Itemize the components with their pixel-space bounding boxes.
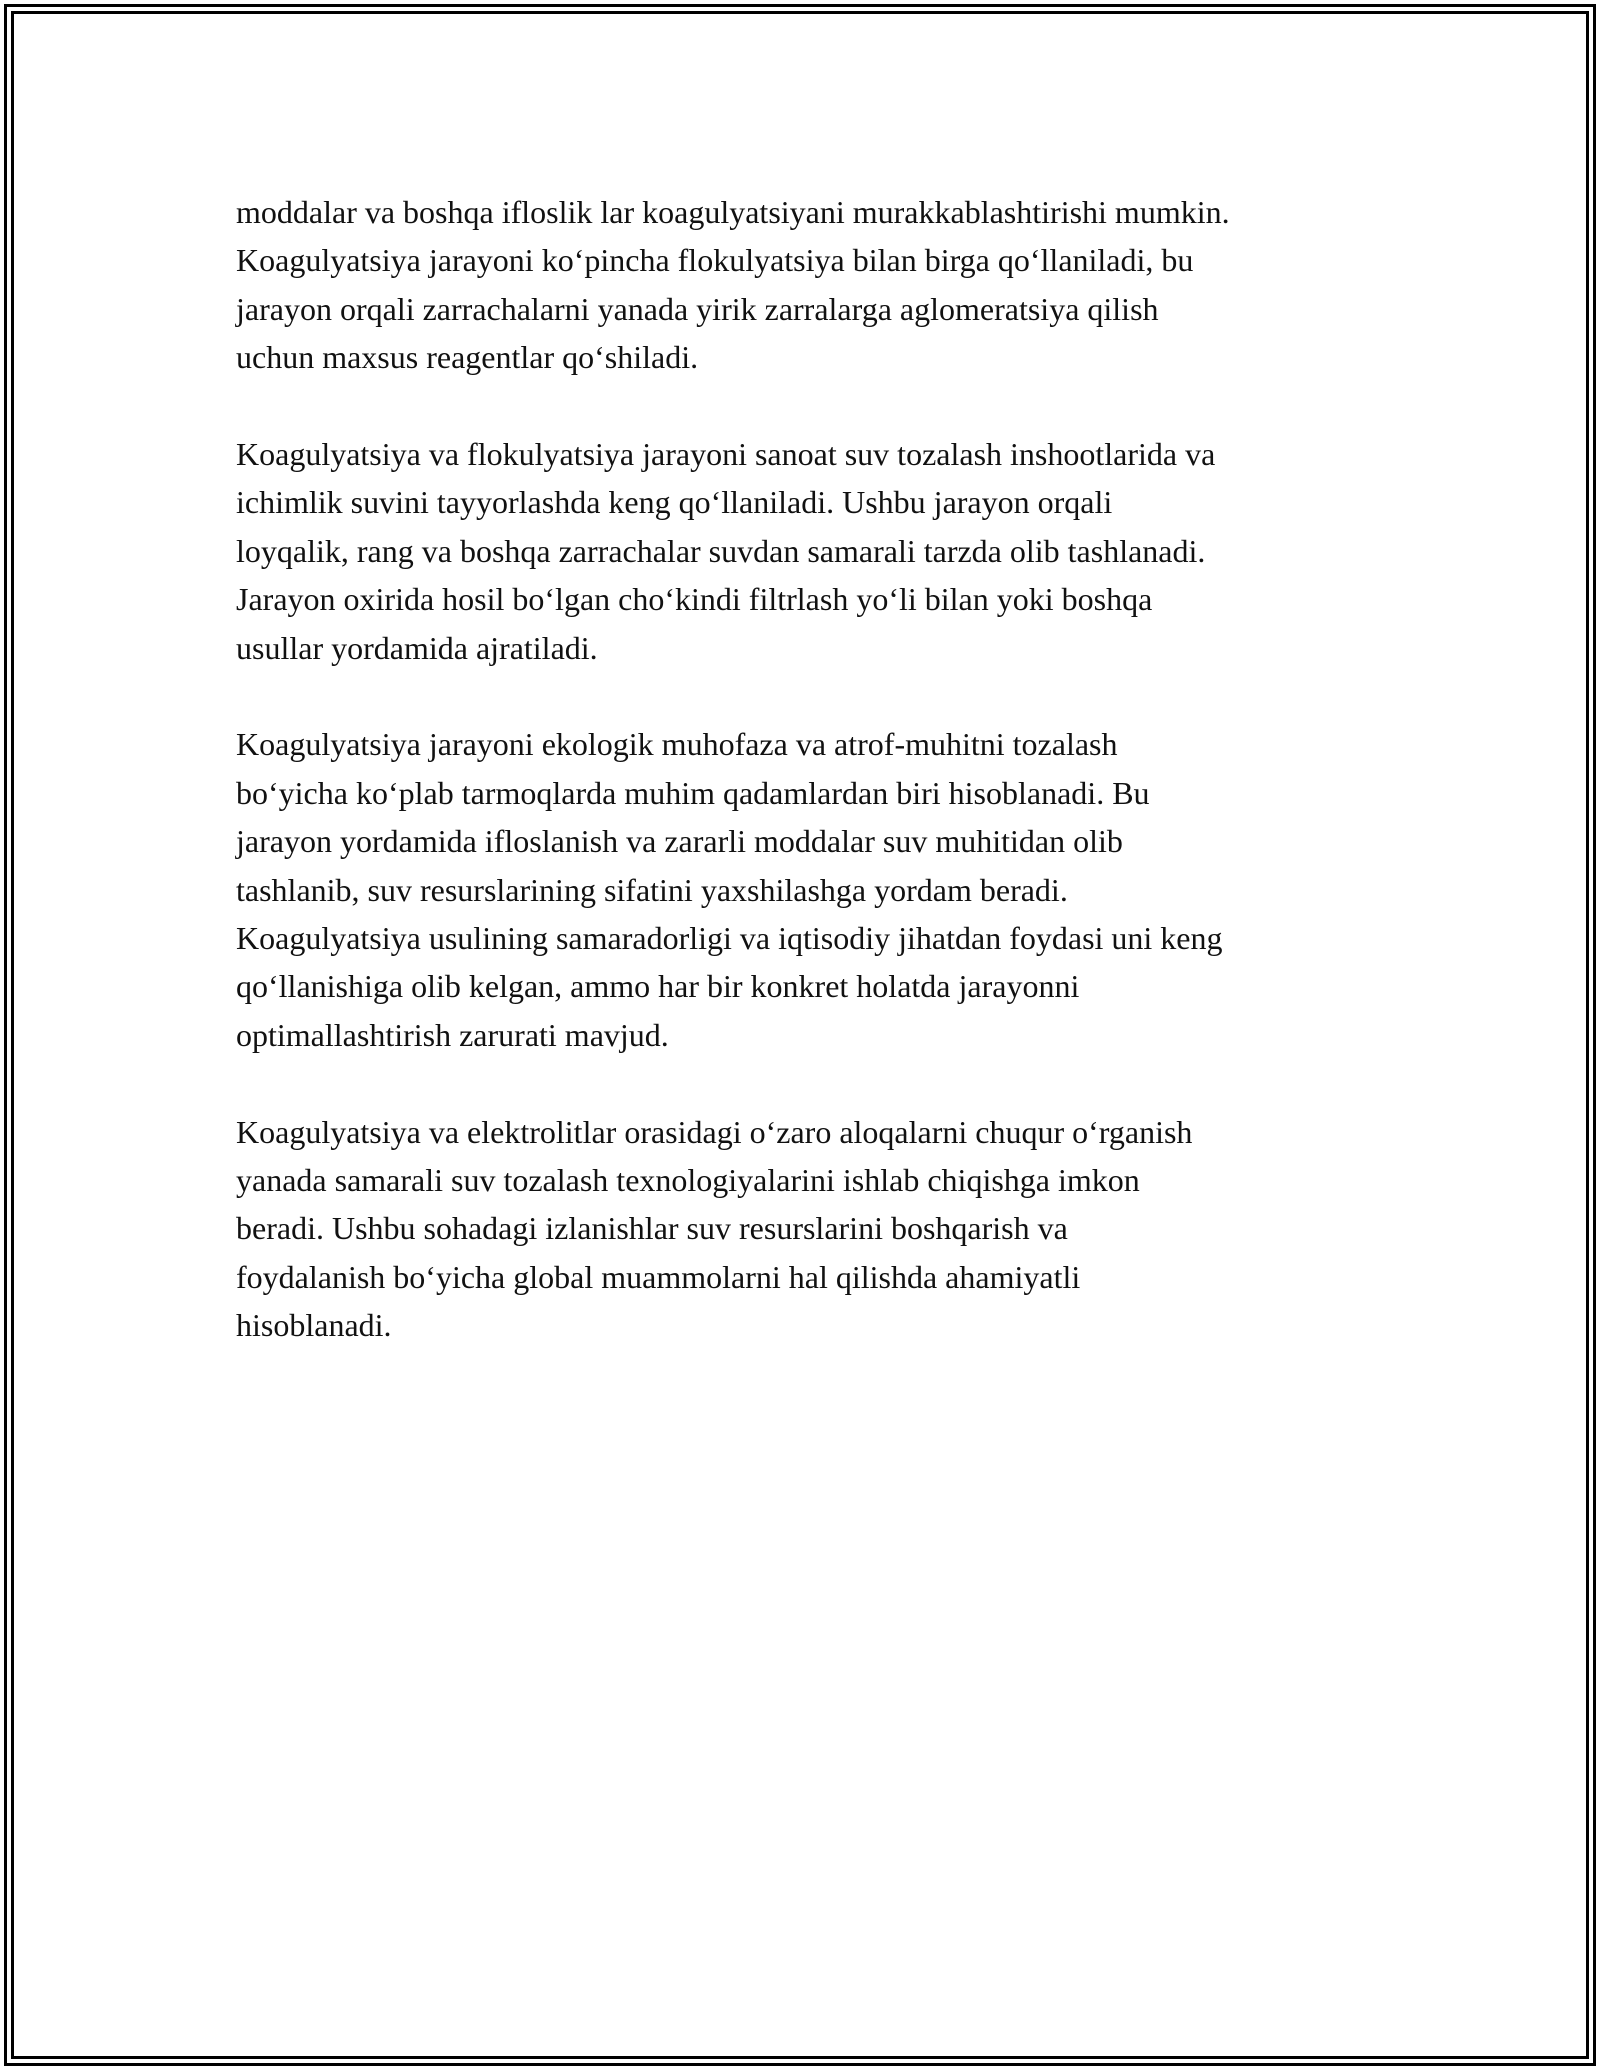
text-line: optimallashtirish zarurati mavjud. — [236, 1016, 669, 1053]
text-line: jarayon orqali zarrachalarni yanada yirik zarralarga aglomeratsiya qilish — [236, 290, 1159, 327]
text-line: Koagulyatsiya va flokulyatsiya jarayoni sanoat suv tozalash inshootlarida va — [236, 436, 1216, 473]
text-line: Koagulyatsiya jarayoni ekologik muhofaza va atrof-muhitni tozalash — [236, 726, 1118, 763]
paragraph-3 — [236, 720, 1376, 1059]
paragraph-1 — [236, 188, 1376, 382]
text-line: Koagulyatsiya jarayoni ko‘pincha flokulyatsiya bilan birga qo‘llaniladi, bu — [236, 242, 1194, 279]
text-line: foydalanish bo‘yicha global muammolarni hal qilishda ahamiyatli — [236, 1258, 1081, 1295]
text-line: beradi. Ushbu sohadagi izlanishlar suv resurslarini boshqarish va — [236, 1210, 1068, 1247]
text-line: uchun maxsus reagentlar qo‘shiladi. — [236, 339, 699, 376]
text-line: moddalar va boshqa ifloslik lar koagulyatsiyani murakkablashtirishi mumkin. — [236, 194, 1230, 230]
text-line: loyqalik, rang va boshqa zarrachalar suvdan samarali tarzda olib tashlanadi. — [236, 532, 1206, 569]
text-line: Jarayon oxirida hosil bo‘lgan cho‘kindi filtrlash yo‘li bilan yoki boshqa — [236, 581, 1153, 618]
document-body — [236, 188, 1376, 1398]
text-line: Koagulyatsiya usulining samaradorligi va iqtisodiy jihatdan foydasi uni keng — [236, 920, 1223, 957]
text-line: usullar yordamida ajratiladi. — [236, 629, 598, 666]
text-line: ichimlik suvini tayyorlashda keng qo‘llaniladi. Ushbu jarayon orqali — [236, 484, 1113, 521]
text-line: hisoblanadi. — [236, 1307, 392, 1344]
text-line: yanada samarali suv tozalash texnologiyalarini ishlab chiqishga imkon — [236, 1162, 1140, 1199]
paragraph-2 — [236, 430, 1376, 672]
text-line: jarayon yordamida ifloslanish va zararli moddalar suv muhitidan olib — [236, 823, 1123, 860]
text-line: tashlanib, suv resurslarining sifatini yaxshilashga yordam beradi. — [236, 871, 1068, 908]
text-line: Koagulyatsiya va elektrolitlar orasidagi o‘zaro aloqalarni chuqur o‘rganish — [236, 1113, 1193, 1150]
paragraph-4 — [236, 1108, 1376, 1350]
text-line: bo‘yicha ko‘plab tarmoqlarda muhim qadamlardan biri hisoblanadi. Bu — [236, 774, 1150, 811]
text-line: qo‘llanishiga olib kelgan, ammo har bir konkret holatda jarayonni — [236, 968, 1080, 1005]
